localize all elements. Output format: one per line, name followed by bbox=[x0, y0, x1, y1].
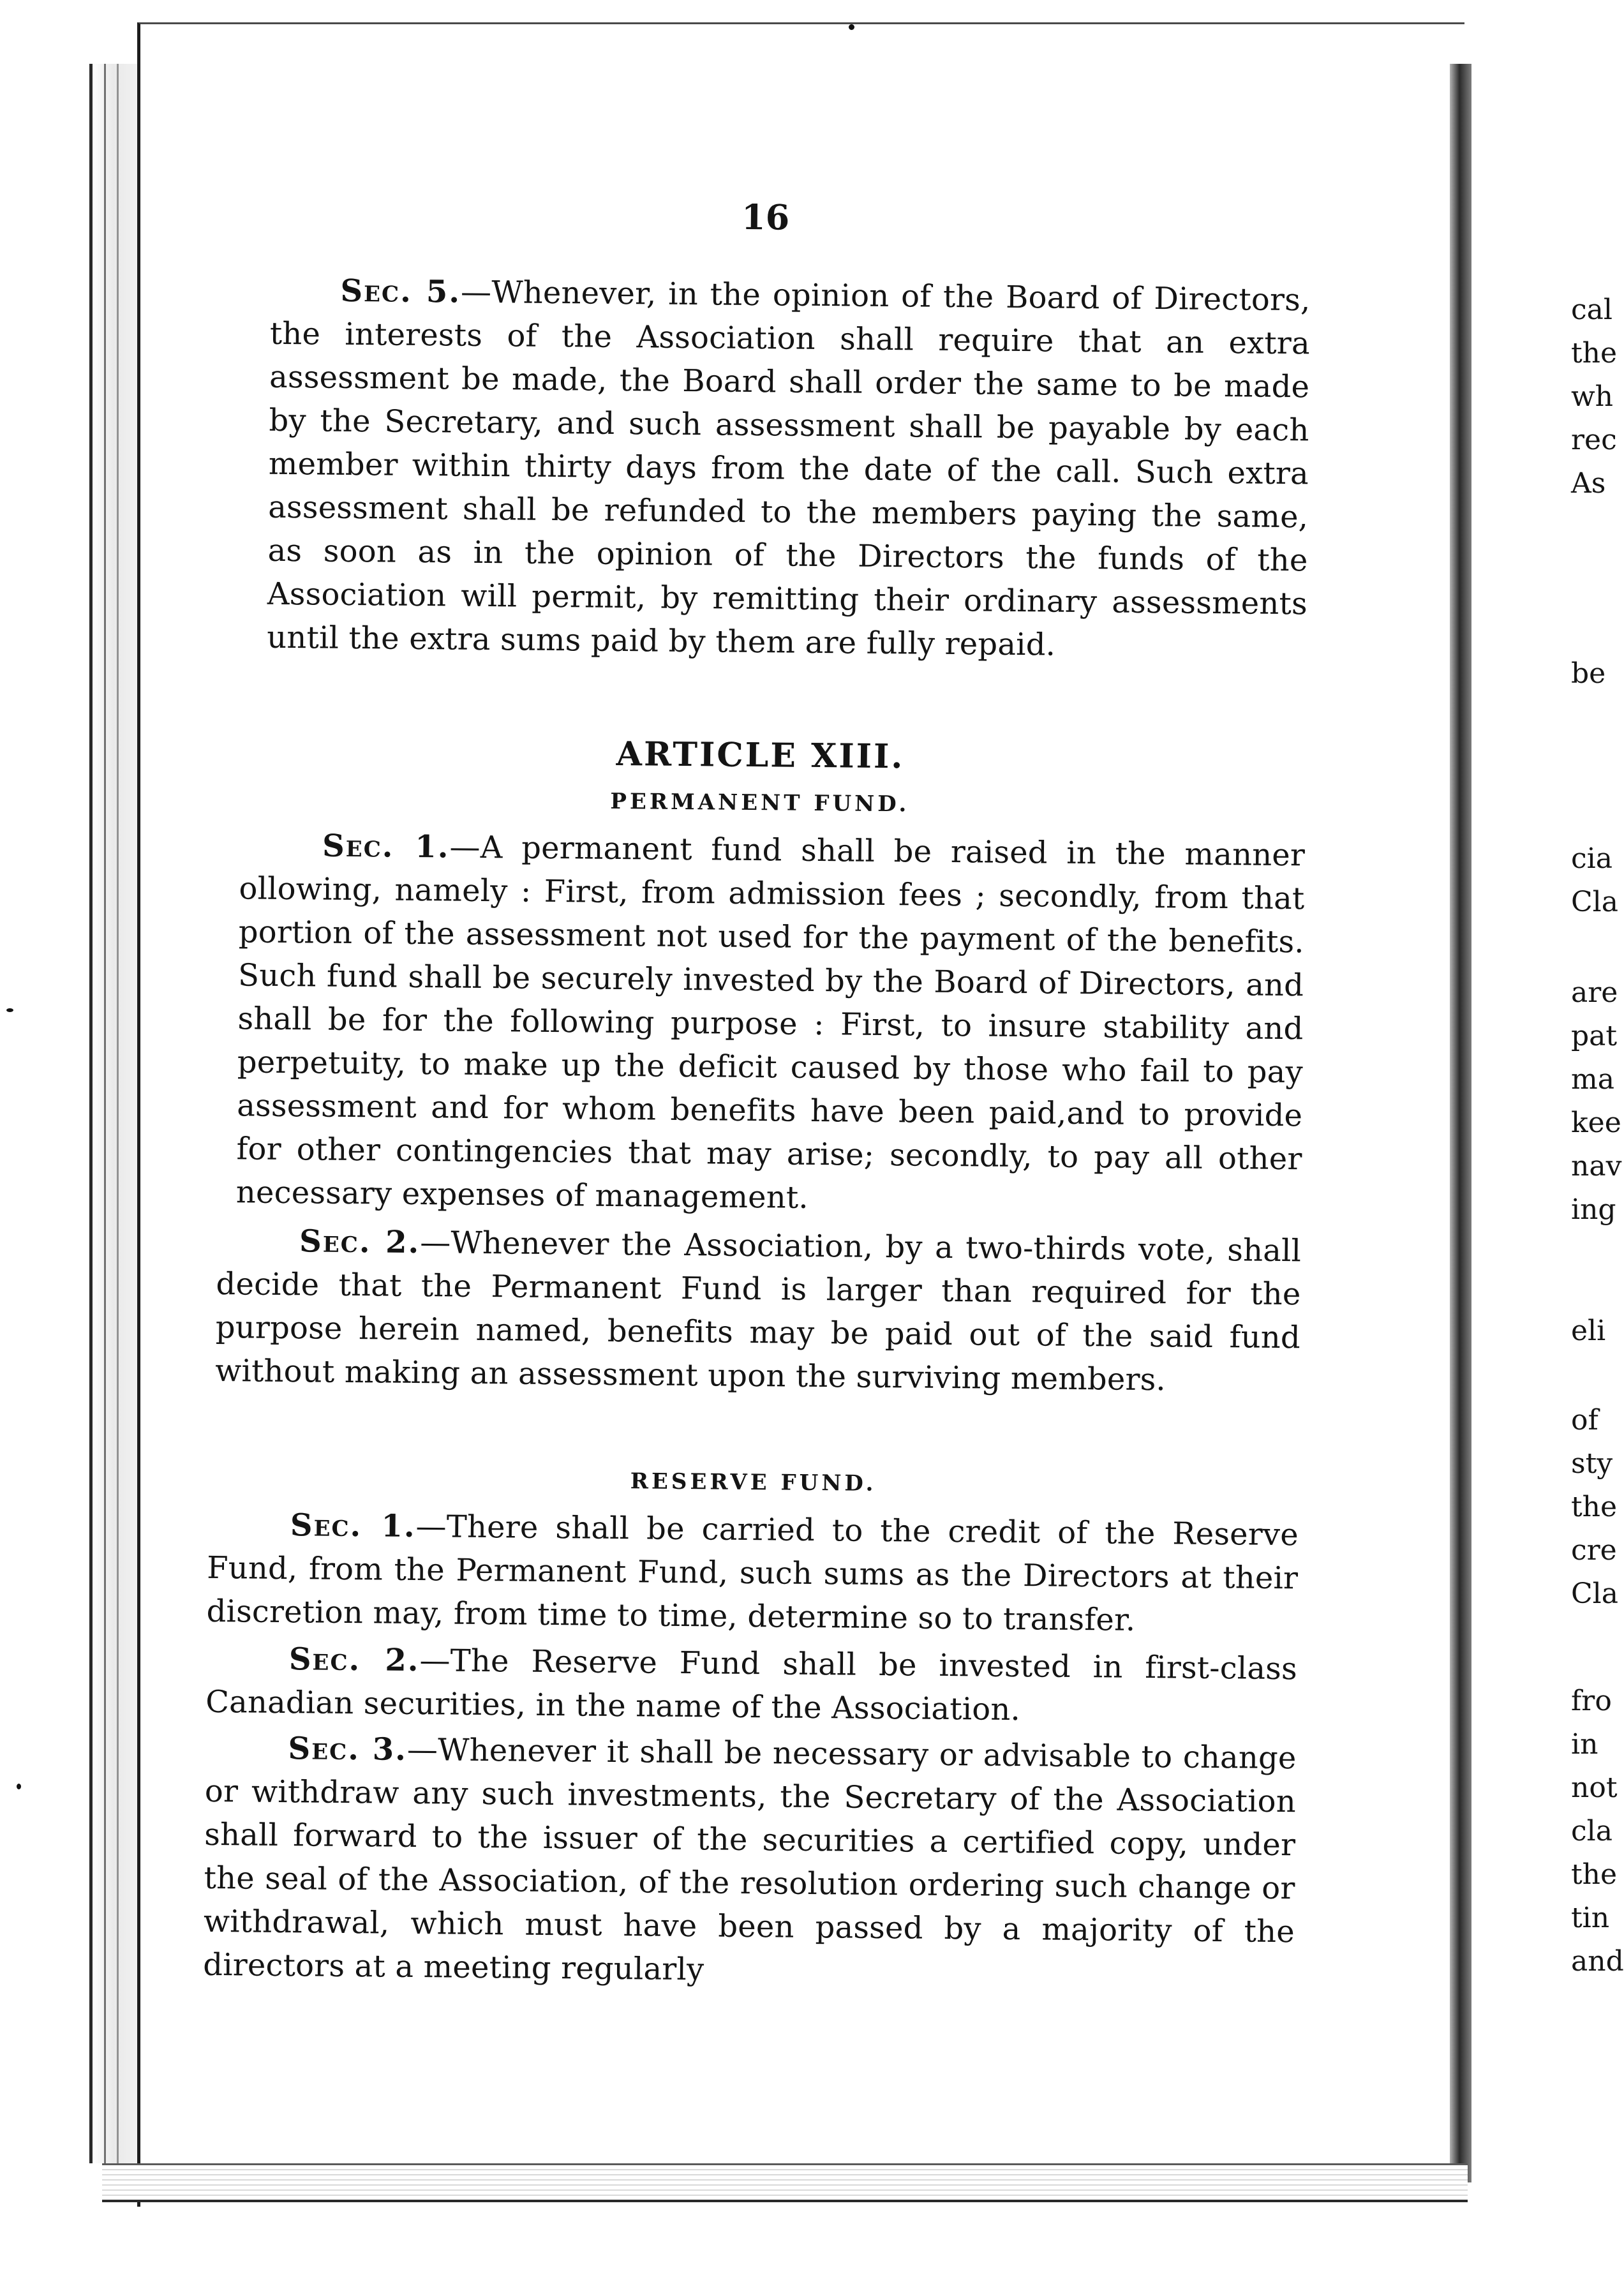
page-number: 16 bbox=[741, 196, 790, 238]
fragment-word: sty bbox=[1571, 1447, 1613, 1480]
fragment-word: be bbox=[1571, 657, 1606, 690]
fragment-word: not bbox=[1571, 1771, 1618, 1804]
book-bottom-edge bbox=[102, 2163, 1468, 2202]
section-label: Sec. 1. bbox=[290, 1507, 416, 1545]
book-left-edge bbox=[89, 64, 144, 2163]
fragment-word: ma bbox=[1571, 1063, 1614, 1096]
section-text: —Whenever, in the opinion of the Board of Directors, the interests of the Association shall require that an extra assessment be made, the Board shall order the same to be made by the Secretary, and such assessment shall be payable by each member within thirty days from the date of the call. Such extra assessment shall be refunded to the members paying the same, as soon as in the opinion of the Directors the funds of the Association will permit, by remitting their ordinary assessments until the extra sums paid by them are fully repaid. bbox=[267, 274, 1311, 663]
fragment-word: cre bbox=[1571, 1534, 1617, 1567]
fragment-word: pat bbox=[1571, 1020, 1618, 1052]
section-5 bbox=[267, 269, 1311, 669]
reserve-fund-sec-2 bbox=[205, 1637, 1297, 1734]
fragment-word: kee bbox=[1571, 1107, 1621, 1139]
section-text: —Whenever the Association, by a two-thirds vote, shall decide that the Permanent Fund is larger than required for the purpose herein named, benefits may be paid out of the said fund without making an assessment upon the surviving members. bbox=[214, 1225, 1302, 1398]
fragment-word: Cla bbox=[1571, 886, 1618, 918]
reserve-fund-sec-3 bbox=[203, 1726, 1297, 1997]
fragment-word: cal bbox=[1571, 294, 1613, 326]
section-text: —Whenever it shall be necessary or advisable to change or withdraw any such investments, the Secretary of the Association shall forward to the issuer of the securities a certified copy, under the seal of the Association, of the resolution ordering such change or withdrawal, which must have been passed by a majority of the directors at a meeting regularly bbox=[203, 1731, 1297, 1988]
section-text: —A permanent fund shall be raised in the manner ollowing, namely : First, from admission fees ; secondly, from that portion of the assessment not used for the payment of the benefits. Such fund shall be securely invested by the Board of Directors, and shall be for the following purpose : First, to insure stability and perpetuity, to make up the deficit caused by those who fail to pay assessment and for whom benefits have been paid,and to provide for other contingencies that may arise; secondly, to pay all other necessary expenses of management. bbox=[235, 829, 1306, 1216]
section-label: Sec. 2. bbox=[299, 1223, 421, 1261]
fragment-word: wh bbox=[1571, 380, 1613, 413]
fragment-word: nav bbox=[1571, 1150, 1622, 1182]
scan-speck bbox=[17, 1784, 21, 1789]
permanent-fund-sec-2 bbox=[215, 1219, 1302, 1403]
fragment-word: the bbox=[1571, 1491, 1618, 1523]
section-label: Sec. 1. bbox=[322, 828, 450, 865]
fragment-word: Cla bbox=[1571, 1577, 1618, 1610]
fragment-word: the bbox=[1571, 337, 1618, 369]
section-text: —The Reserve Fund shall be invested in first-class Canadian securities, in the name of the Association. bbox=[205, 1643, 1298, 1728]
section-label: Sec. 3. bbox=[288, 1731, 408, 1768]
section-label: Sec. 5. bbox=[340, 272, 461, 310]
section-text: —There shall be carried to the credit of the Reserve Fund, from the Permanent Fund, such sums as the Directors at their discretion may, from time to time, determine so to transfer. bbox=[206, 1509, 1299, 1638]
permanent-fund-heading: PERMANENT FUND. bbox=[610, 788, 910, 817]
fragment-word: rec bbox=[1571, 424, 1617, 456]
book-gutter bbox=[1450, 64, 1471, 2182]
fragment-word: tin bbox=[1571, 1902, 1610, 1934]
scan-speck bbox=[849, 24, 854, 30]
fragment-word: ing bbox=[1571, 1193, 1616, 1226]
permanent-fund-sec-1 bbox=[236, 823, 1306, 1224]
fragment-word: of bbox=[1571, 1404, 1598, 1436]
fragment-word: in bbox=[1571, 1728, 1598, 1761]
reserve-fund-sec-1 bbox=[206, 1503, 1299, 1643]
section-label: Sec. 2. bbox=[288, 1641, 420, 1679]
reserve-fund-heading: RESERVE FUND. bbox=[630, 1468, 877, 1496]
fragment-word: fro bbox=[1571, 1685, 1612, 1717]
fragment-word: and bbox=[1571, 1945, 1624, 1978]
fragment-word: the bbox=[1571, 1858, 1618, 1891]
fragment-word: As bbox=[1571, 467, 1606, 500]
scan-speck bbox=[6, 1008, 13, 1012]
fragment-word: are bbox=[1571, 976, 1618, 1009]
adjacent-page-fragment bbox=[1571, 281, 1624, 2042]
fragment-word: cla bbox=[1571, 1815, 1613, 1847]
article-heading: ARTICLE XIII. bbox=[616, 735, 905, 777]
fragment-word: cia bbox=[1571, 842, 1613, 875]
fragment-word: eli bbox=[1571, 1315, 1606, 1347]
